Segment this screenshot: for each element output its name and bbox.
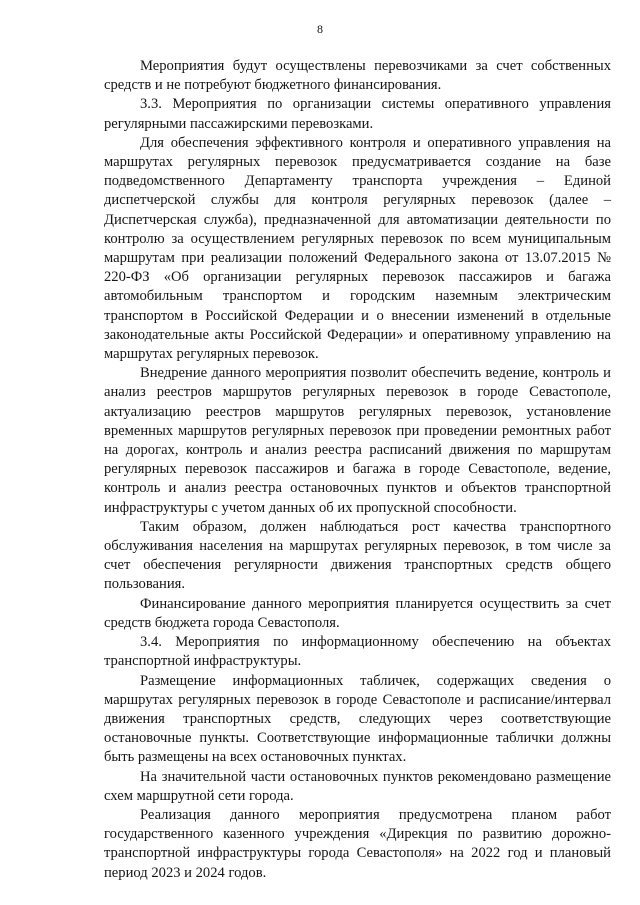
- section-heading-3-4: 3.4. Мероприятия по информационному обеспечению на объектах транспортной инфраструктуры.: [104, 634, 611, 670]
- paragraph-funding-carriers: Мероприятия будут осуществлены перевозчиками за счет собственных средств и не потребуют бюджетного финансирования.: [104, 58, 611, 94]
- paragraph-info-signs: Размещение информационных табличек, содержащих сведения о маршрутах регулярных перевозок в городе Севастополе и расписание/интервал движения транспортных средств, следующих через соответствующие остановочные пункты. Соответствующие информационные таблички должны быть размещены на всех остановочных пунктах.: [104, 672, 611, 766]
- paragraph-quality-growth: Таким образом, должен наблюдаться рост качества транспортного обслуживания населения на маршрутах регулярных перевозок, в том числе за счет обеспечения регулярности движения транспортных средств общего пользования.: [104, 518, 611, 593]
- section-heading-3-3: 3.3. Мероприятия по организации системы оперативного управления регулярными пассажирскими перевозками.: [104, 96, 611, 132]
- paragraph-budget-funding: Финансирование данного мероприятия планируется осуществить за счет средств бюджета города Севастополя.: [104, 595, 611, 631]
- paragraph-dispatch-service: Для обеспечения эффективного контроля и оперативного управления на маршрутах регулярных перевозок предусматривается создание на базе подведомственного Департаменту транспорта учреждения – Единой диспетчерской службы для контроля регулярных перевозок (далее – Диспетчерская служба), предназначенной для автоматизации деятельности по контролю за осуществлением регулярных перевозок по всем муниципальным маршрутам при реализации положений Федерального закона от 13.07.2015 № 220-ФЗ «Об организации регулярных перевозок пассажиров и багажа автомобильным транспортом и городским наземным электрическим транспортом в Российской Федерации и о внесении изменений в отдельные законодательные акты Российской Федерации» и оперативному управлению на маршрутах регулярных перевозок.: [104, 134, 611, 363]
- paragraph-directorate-plan: Реализация данного мероприятия предусмотрена планом работ государственного казенного учреждения «Дирекция по развитию дорожно-транспортной инфраструктуры города Севастополя» на 2022 год и плановый период 2023 и 2024 годов.: [104, 806, 611, 881]
- page-number: 8: [317, 22, 323, 36]
- document-body: [104, 57, 611, 883]
- paragraph-route-maps: На значительной части остановочных пунктов рекомендовано размещение схем маршрутной сети города.: [104, 768, 611, 804]
- paragraph-implementation: Внедрение данного мероприятия позволит обеспечить ведение, контроль и анализ реестров маршрутов регулярных перевозок в городе Севастополе, актуализацию реестров маршрутов регулярных перевозок, установление временных маршрутов регулярных перевозок при проведении ремонтных работ на дорогах, контроль и анализ реестра расписаний движения по маршрутам регулярных перевозок пассажиров и багажа в городе Севастополе, ведение, контроль и анализ реестра остановочных пунктов и объектов транспортной инфраструктуры с учетом данных об их пропускной способности.: [104, 365, 611, 516]
